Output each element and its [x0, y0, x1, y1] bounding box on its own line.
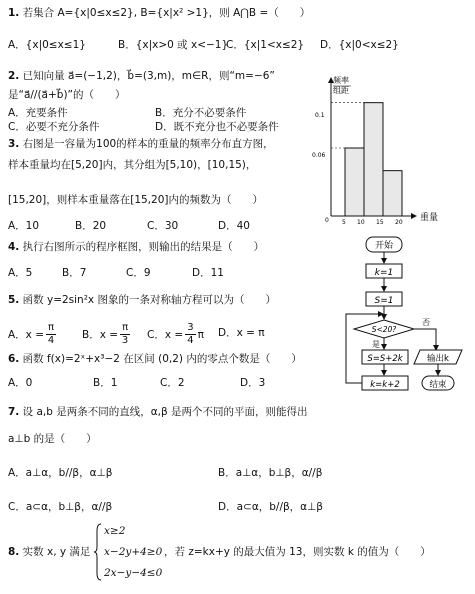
q6-number: 6. — [8, 353, 20, 365]
q4-text: 执行右图所示的程序框图，则输出的结果是（ ） — [22, 241, 265, 253]
q2-text: 已知向量 a⃗=(−1,2)，b⃗=(3,m)，m∈R，则“m=−6” — [22, 70, 275, 82]
y-axis-label-top: 频率 — [333, 76, 349, 85]
histogram-bar — [383, 171, 402, 216]
q4-option-b[interactable]: B．7 — [62, 267, 87, 279]
y-tick-label: 0.1 — [315, 112, 325, 119]
histogram-bars — [331, 103, 402, 216]
q5-option-a-denominator: 4 — [47, 335, 55, 346]
q8-text-pre: 实数 x, y 满足 — [22, 546, 91, 558]
q3-option-a[interactable]: A．10 — [8, 220, 40, 232]
q5-option-d[interactable]: D．x = π — [218, 327, 265, 339]
q2-text-line2: 是“a⃗//(a⃗+b⃗)”的（ ） — [8, 89, 126, 101]
yes-branch-label: 是 — [372, 340, 380, 349]
q4-option-a[interactable]: A．5 — [8, 267, 33, 279]
q4-option-c[interactable]: C．9 — [126, 267, 151, 279]
init-s-label: S=1 — [374, 296, 394, 306]
q6-option-b[interactable]: B．1 — [93, 377, 118, 389]
update-s-label: S=S+2k — [367, 354, 403, 364]
q5-option-c-suffix: π — [197, 328, 204, 341]
q7-option-a[interactable]: A．a⊥α，b//β，α⊥β — [8, 467, 113, 479]
q3-option-b[interactable]: B．20 — [75, 220, 107, 232]
q1-number: 1. — [8, 7, 20, 19]
system-brace — [94, 523, 102, 581]
q5-text: 函数 y=2sin²x 图象的一条对称轴方程可以为（ ） — [22, 294, 276, 306]
x-tick-label: 15 — [376, 219, 384, 226]
q3-text-line2: 样本重量均在[5,20]内，其分组为[5,10)，[10,15)， — [8, 159, 257, 171]
q8-stem — [8, 545, 90, 559]
q5-option-a[interactable] — [8, 322, 56, 347]
q7-option-b[interactable]: B．a⊥α，b⊥β，α//β — [218, 467, 323, 479]
y-axis-label-bottom: 组距 — [333, 86, 349, 95]
q5-option-b[interactable] — [82, 322, 130, 347]
q1-option-a[interactable]: A．{x|0≤x≤1} — [8, 39, 86, 51]
q2-option-a[interactable]: A．充要条件 — [8, 107, 68, 119]
q2-number: 2. — [8, 70, 20, 82]
x-axis-label: 重量 — [420, 213, 439, 223]
q6-option-c[interactable]: C．2 — [160, 377, 185, 389]
histogram-bar — [345, 148, 364, 216]
x-tick-label: 20 — [395, 219, 403, 226]
frequency-histogram — [302, 74, 452, 230]
q6-option-a[interactable]: A．0 — [8, 377, 33, 389]
q1-option-d[interactable]: D．{x|0<x≤2} — [320, 39, 399, 51]
q7-stem — [8, 405, 308, 419]
q6-stem — [8, 352, 302, 366]
q8-constraint-3: 2x−y−4≤0 — [104, 567, 163, 579]
x-tick-label: 5 — [342, 219, 346, 226]
start-label: 开始 — [374, 241, 394, 251]
q2-option-b[interactable]: B．充分不必要条件 — [155, 107, 247, 119]
q1-option-c[interactable]: C．{x|1<x≤2} — [226, 39, 305, 51]
q4-stem — [8, 240, 264, 254]
q5-number: 5. — [8, 294, 20, 306]
q5-option-c-prefix: C．x = — [147, 328, 184, 341]
program-flowchart — [334, 234, 470, 398]
q1-stem — [8, 6, 310, 20]
q7-number: 7. — [8, 406, 20, 418]
q4-number: 4. — [8, 241, 20, 253]
q2-stem — [8, 69, 275, 83]
q6-text: 函数 f(x)=2ˣ+x³−2 在区间 (0,2) 内的零点个数是（ ） — [22, 353, 302, 365]
q2-option-d[interactable]: D．既不充分也不必要条件 — [155, 121, 279, 133]
q5-option-c-denominator: 4 — [187, 335, 194, 346]
x-tick-label: 10 — [357, 219, 365, 226]
output-label: 输出k — [427, 354, 449, 364]
q7-text-line2: a⊥b 的是（ ） — [8, 433, 97, 445]
q3-option-c[interactable]: C．30 — [147, 220, 179, 232]
origin-label: 0 — [325, 217, 329, 224]
q3-text-line3: [15,20]，则样本重量落在[15,20]内的频数为（ ） — [8, 194, 264, 206]
q5-option-c[interactable] — [147, 322, 204, 347]
no-branch-label: 否 — [422, 318, 430, 327]
q5-option-c-numerator: 3 — [187, 322, 194, 333]
histogram-bar — [364, 103, 383, 216]
condition-label: S<20? — [371, 325, 397, 334]
q7-option-c[interactable]: C．a⊂α，b⊥β，α//β — [8, 501, 113, 513]
q1-option-b[interactable]: B．{x|x>0 或 x<−1} — [118, 39, 229, 51]
q7-option-d[interactable]: D．a⊂α，b//β，α⊥β — [218, 501, 323, 513]
q8-constraint-1: x≥2 — [104, 525, 126, 537]
q2-option-c[interactable]: C．必要不充分条件 — [8, 121, 100, 133]
q5-stem — [8, 293, 276, 307]
q3-text: 右图是一容量为100的样本的重量的频率分布直方图， — [22, 138, 274, 150]
q6-option-d[interactable]: D．3 — [240, 377, 266, 389]
q5-option-a-numerator: π — [48, 322, 55, 333]
q3-stem — [8, 137, 274, 151]
q5-option-b-denominator: 3 — [121, 335, 129, 346]
q1-text: 若集合 A={x|0≤x≤2}, B={x|x² >1}，则 A⋂B =（ ） — [22, 7, 311, 19]
q8-text-post: ，若 z=kx+y 的最大值为 13，则实数 k 的值为（ ） — [164, 546, 431, 558]
q5-option-a-prefix: A．x = — [8, 328, 45, 341]
end-label: 结束 — [429, 380, 447, 390]
q7-text: 设 a,b 是两条不同的直线，α,β 是两个不同的平面，则能得出 — [22, 406, 308, 418]
y-tick-label: 0.06 — [312, 152, 326, 159]
q3-number: 3. — [8, 138, 20, 150]
update-k-label: k=k+2 — [370, 380, 400, 390]
q8-number: 8. — [8, 546, 20, 558]
init-k-label: k=1 — [374, 268, 394, 278]
q3-option-d[interactable]: D．40 — [218, 220, 250, 232]
q5-option-b-numerator: π — [122, 322, 129, 333]
q8-constraint-2: x−2y+4≥0 — [104, 546, 163, 558]
q5-option-b-prefix: B．x = — [82, 328, 119, 341]
q4-option-d[interactable]: D．11 — [192, 267, 224, 279]
